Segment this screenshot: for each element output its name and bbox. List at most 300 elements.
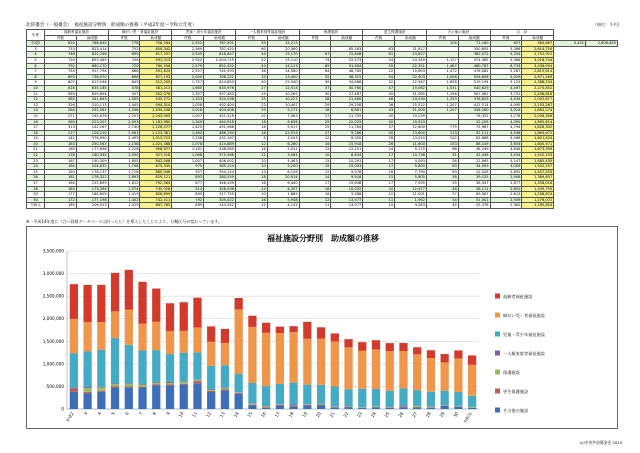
table-cell: 13,577	[331, 197, 363, 203]
bar-segment	[70, 392, 78, 409]
table-cell: 2,000	[172, 74, 204, 80]
bar-segment	[289, 326, 297, 332]
bar-segment	[303, 339, 311, 385]
table-cell: 807	[45, 80, 77, 86]
bar-segment	[125, 345, 133, 383]
bar-segment	[70, 353, 78, 388]
table-cell: 172	[45, 197, 77, 203]
bar-segment	[358, 408, 366, 409]
bar-segment	[111, 273, 119, 312]
table-cell: 164	[45, 181, 77, 187]
col-sub-header: 助成額	[458, 35, 490, 41]
table-cell: 1,601,424	[522, 136, 554, 142]
bar-segment	[207, 390, 215, 391]
bar-segment	[125, 310, 133, 345]
table-cell: 1,508	[426, 74, 458, 80]
table-cell: 1,542,253	[522, 153, 554, 159]
x-tick-label: 29	[438, 411, 446, 419]
col-sub-header: 助成額	[331, 35, 363, 41]
bar-segment	[83, 285, 91, 322]
table-cell: 11,600	[395, 141, 427, 147]
table-cell: 768,645	[76, 41, 108, 47]
legend-label: 一人親家庭等福祉施設	[503, 350, 545, 356]
bar-segment	[83, 393, 91, 409]
table-cell: 375,566	[204, 153, 236, 159]
table-cell: 406,002	[204, 158, 236, 164]
bar-segment	[331, 407, 339, 409]
table-cell: 68	[426, 147, 458, 153]
table-cell: 72,608	[331, 52, 363, 58]
bar-segment	[138, 387, 146, 388]
bar-segment	[97, 387, 105, 388]
table-cell: 10,447	[267, 102, 299, 108]
bar-segment	[427, 350, 435, 358]
col-group-header: 保護施設	[299, 30, 363, 36]
table-cell: 481,213	[140, 85, 172, 91]
table-cell: 51,065	[395, 91, 427, 97]
table-cell: 1,457,293	[522, 169, 554, 175]
table-cell: 29,258	[331, 102, 363, 108]
bar-segment	[111, 383, 119, 384]
bar-segment	[344, 339, 352, 347]
table-cell: 5,451	[554, 41, 586, 47]
table-cell: 693	[45, 74, 77, 80]
x-tick-label: 平成2	[64, 411, 75, 424]
table-cell: 328,936	[204, 186, 236, 192]
table-cell: 451,068	[204, 125, 236, 131]
table-cell: 38,947	[458, 181, 490, 187]
table-cell: 9,578	[331, 169, 363, 175]
bar-segment	[70, 284, 78, 319]
table-cell: 792	[45, 63, 77, 69]
table-cell: 48,785	[331, 69, 363, 75]
bar-segment	[454, 406, 462, 407]
x-tick-label: 6	[123, 411, 130, 416]
table-cell: 780,556	[140, 63, 172, 69]
table-cell: 346,439	[204, 181, 236, 187]
table-cell: 893	[172, 175, 204, 181]
table-cell: 384,667	[522, 41, 554, 47]
table-cell: 567,981	[458, 91, 490, 97]
bar-segment	[413, 390, 421, 406]
table-cell: 914	[172, 186, 204, 192]
table-cell: 21,460	[331, 97, 363, 103]
year-cell: 9	[27, 80, 45, 86]
table-cell: 2,614,754	[522, 46, 554, 52]
col-sub-header: 助成額	[76, 35, 108, 41]
table-cell: 113	[426, 130, 458, 136]
table-cell: 3,752	[490, 91, 522, 97]
table-cell: 69	[299, 63, 331, 69]
table-cell: 4,434	[490, 97, 522, 103]
table-cell: 752	[108, 46, 140, 52]
table-cell: 1,472	[426, 69, 458, 75]
table-cell: 578	[108, 85, 140, 91]
bar-segment	[193, 327, 201, 352]
table-cell: 40	[363, 113, 395, 119]
year-cell: 平成2	[27, 41, 45, 47]
table-cell: 1,689	[267, 192, 299, 198]
table-cell: 184,605	[76, 192, 108, 198]
table-cell: 1,126,577	[140, 125, 172, 131]
table-cell: 927,794	[76, 69, 108, 75]
table-cell: 48	[426, 186, 458, 192]
legend-label: 児童・青少年福祉施設	[503, 331, 545, 337]
table-cell: 36,249	[458, 147, 490, 153]
table-cell: 3,018,744	[522, 57, 554, 63]
table-cell: 1,357	[172, 91, 204, 97]
table-cell: 142,167	[76, 125, 108, 131]
table-cell: 2,569	[172, 46, 204, 52]
bar-segment	[180, 384, 188, 385]
table-cell: 12,913	[267, 85, 299, 91]
table-cell: 76,332	[458, 113, 490, 119]
table-cell: 177,696	[76, 147, 108, 153]
table-cell: 6,881	[331, 108, 363, 114]
table-cell: 153	[426, 141, 458, 147]
table-cell: 1,329	[108, 203, 140, 209]
table-cell: 7,095	[395, 181, 427, 187]
bar-segment	[70, 388, 78, 391]
table-cell: 63	[426, 164, 458, 170]
table-cell: 22	[363, 69, 395, 75]
table-cell: 2,226	[108, 147, 140, 153]
table-cell: 2,058,306	[522, 113, 554, 119]
bar-segment	[248, 327, 256, 383]
table-cell: 474,485	[458, 57, 490, 63]
table-cell: 25,378	[458, 203, 490, 209]
col-sub-header: 件数	[299, 35, 331, 41]
table-cell: 15,918	[331, 141, 363, 147]
bar-segment	[303, 405, 311, 406]
table-cell: 4,357	[267, 186, 299, 192]
table-cell: 43	[235, 63, 267, 69]
y-tick-label: 500,000	[46, 383, 64, 389]
bar-segment	[83, 387, 91, 388]
table-cell: 2,500	[172, 57, 204, 63]
table-cell: 2,388,534	[522, 80, 554, 86]
table-cell: 15,003	[331, 164, 363, 170]
table-cell: 22,351	[395, 63, 427, 69]
year-cell: 20	[27, 141, 45, 147]
table-cell: 183	[45, 186, 77, 192]
table-cell: 10,291	[331, 158, 363, 164]
table-cell: 20	[235, 113, 267, 119]
table-cell: 34,668	[331, 80, 363, 86]
bar-segment	[235, 394, 243, 409]
bar-segment	[262, 406, 270, 407]
bar-segment	[427, 392, 435, 407]
table-cell: 24	[363, 147, 395, 153]
table-cell: 492,404	[204, 102, 236, 108]
table-cell: 2,362	[490, 203, 522, 209]
table-cell: 42,438	[458, 153, 490, 159]
bar-segment	[344, 347, 352, 389]
year-cell: 24	[27, 164, 45, 170]
table-cell: 317,755	[204, 192, 236, 198]
table-cell: 614,850	[204, 80, 236, 86]
table-cell: 620	[45, 41, 77, 47]
table-cell: 178,137	[76, 169, 108, 175]
bar-segment	[166, 382, 174, 383]
table-cell: 895	[172, 192, 204, 198]
table-cell: 310,113	[76, 102, 108, 108]
table-cell: 1,389,657	[522, 175, 554, 181]
table-cell: 787,420	[204, 46, 236, 52]
table-cell: 1,467	[426, 63, 458, 69]
bar-segment	[152, 385, 160, 409]
table-cell: 54	[363, 74, 395, 80]
year-cell: 26	[27, 175, 45, 181]
year-cell: 4	[27, 52, 45, 58]
bar-segment	[372, 349, 380, 389]
bar-segment	[468, 407, 476, 408]
table-cell: 1,013,723	[140, 136, 172, 142]
table-cell: 51	[426, 153, 458, 159]
y-tick-label: 3,500,000	[42, 248, 64, 254]
table-cell: 16	[235, 197, 267, 203]
y-tick-label: 1,000,000	[42, 361, 64, 367]
x-tick-label: 22	[342, 411, 350, 419]
x-tick-label: 7	[137, 411, 144, 416]
year-cell: 16	[27, 119, 45, 125]
table-cell: 10	[363, 203, 395, 209]
table-cell: 305,022	[204, 197, 236, 203]
table-cell: 12,600	[395, 125, 427, 131]
table-cell: 382,072	[458, 52, 490, 58]
table-cell: 476,082	[458, 69, 490, 75]
bar-segment	[454, 350, 462, 358]
table-cell: 326	[45, 102, 77, 108]
year-cell: 12	[27, 97, 45, 103]
bar-segment	[427, 358, 435, 392]
table-cell: 1,123,381	[140, 130, 172, 136]
table-cell: 1,127	[426, 57, 458, 63]
table-cell: 650,342	[140, 46, 172, 52]
x-tick-label: 13	[218, 411, 226, 419]
table-cell: 164	[45, 164, 77, 170]
table-cell: 40,760	[331, 85, 363, 91]
table-cell: 2,852	[490, 186, 522, 192]
table-cell: 2,158	[108, 141, 140, 147]
col-group-header: 高齢者福祉施設	[45, 30, 109, 36]
table-cell: 63	[363, 46, 395, 52]
col-sub-header: 件数	[108, 35, 140, 41]
table-cell: 22,403	[395, 74, 427, 80]
bar-segment	[344, 389, 352, 406]
table-cell: 177,198	[76, 197, 108, 203]
table-cell: 354,124	[204, 169, 236, 175]
x-tick-label: 10	[177, 411, 185, 419]
table-cell: 23	[235, 102, 267, 108]
year-cell: 28	[27, 186, 45, 192]
table-cell: 15,693	[395, 69, 427, 75]
bar-segment	[207, 342, 215, 366]
table-cell: 875,335	[140, 164, 172, 170]
bar-segment	[303, 322, 311, 339]
bar-segment	[97, 391, 105, 392]
table-cell: 284	[45, 108, 77, 114]
table-cell: 1,207	[426, 102, 458, 108]
table-cell: 30	[299, 91, 331, 97]
bar-segment	[138, 350, 146, 383]
chart-title: 福祉施設分野別 助成額の推移	[267, 234, 379, 243]
bar-segment	[289, 383, 297, 405]
x-tick-label: 8	[151, 411, 158, 416]
table-cell: 17	[363, 181, 395, 187]
table-cell: 14,560	[267, 69, 299, 75]
table-cell: 40	[363, 91, 395, 97]
legend-swatch	[495, 332, 500, 337]
table-cell: 432,167	[204, 136, 236, 142]
table-cell: 2,002,877	[522, 97, 554, 103]
table-cell: 75,987	[458, 125, 490, 131]
bar-segment	[331, 341, 339, 386]
col-group-header: 更生保護施設	[363, 30, 427, 36]
table-cell: 18	[299, 108, 331, 114]
table-cell: 36	[363, 102, 395, 108]
bar-segment	[111, 388, 119, 409]
bar-segment	[97, 387, 105, 390]
table-cell: 1,718	[108, 169, 140, 175]
table-cell: 689	[172, 203, 204, 209]
table-cell: 440,918	[204, 119, 236, 125]
table-cell: 173,394	[76, 186, 108, 192]
bar-segment	[262, 386, 270, 406]
bar-segment	[166, 385, 174, 386]
table-cell: 2,613	[490, 192, 522, 198]
table-cell: 22,913	[267, 130, 299, 136]
table-cell: 5,017	[267, 125, 299, 131]
table-cell: 1,007	[172, 158, 204, 164]
table-cell: 998,977	[140, 147, 172, 153]
bar-segment	[276, 406, 284, 409]
table-cell: 19,638	[331, 181, 363, 187]
table-cell: 33	[235, 74, 267, 80]
table-cell: 22,567	[395, 80, 427, 86]
bar-segment	[386, 391, 394, 407]
table-cell: 176,322	[76, 175, 108, 181]
bar-segment	[248, 404, 256, 405]
table-cell: 975	[172, 164, 204, 170]
table-cell: 758,264	[140, 41, 172, 47]
table-cell: 20,060	[267, 46, 299, 52]
year-cell: 15	[27, 113, 45, 119]
y-tick-label: 0	[61, 406, 64, 412]
legend-swatch	[495, 351, 500, 356]
bar-segment	[386, 351, 394, 391]
bar-segment	[262, 407, 270, 408]
y-tick-label: 3,000,000	[42, 271, 64, 277]
table-cell: 15,110	[267, 57, 299, 63]
bar-segment	[413, 347, 421, 354]
table-cell: 666	[108, 69, 140, 75]
table-cell: 3,084	[267, 153, 299, 159]
bar-segment	[413, 407, 421, 409]
table-cell: 746	[45, 52, 77, 58]
bar-segment	[152, 350, 160, 382]
year-cell: 21	[27, 147, 45, 153]
table-cell: 1,203	[172, 97, 204, 103]
bar-segment	[399, 343, 407, 351]
table-cell: 47	[363, 85, 395, 91]
bar-segment	[468, 355, 476, 364]
table-cell: 792	[172, 197, 204, 203]
bar-segment	[221, 329, 229, 343]
bar-segment	[83, 388, 91, 392]
bar-segment	[399, 388, 407, 405]
bar-segment	[152, 383, 160, 385]
table-cell: 27,467	[331, 91, 363, 97]
table-cell: 25,522	[395, 102, 427, 108]
table-cell: 480,787	[458, 63, 490, 69]
table-cell: 816,847	[204, 52, 236, 58]
bar-segment	[372, 407, 380, 409]
bar-segment	[289, 406, 297, 407]
col-sub-header: 件数	[45, 35, 77, 41]
table-cell: 244,542	[204, 203, 236, 209]
bar-segment	[372, 389, 380, 406]
bar-segment	[166, 303, 174, 331]
table-cell: 2,561	[108, 130, 140, 136]
table-cell: 736,970	[76, 74, 108, 80]
table-cell: 27	[299, 130, 331, 136]
table-cell: 1,885,814	[522, 119, 554, 125]
table-cell: 1,018	[172, 108, 204, 114]
table-cell: 51,484	[331, 63, 363, 69]
x-tick-label: 16	[259, 411, 267, 419]
bar-segment	[97, 392, 105, 409]
table-cell: 15,023	[395, 119, 427, 125]
table-cell: 1,483	[172, 130, 204, 136]
table-cell: 52	[299, 74, 331, 80]
year-cell: 25	[27, 169, 45, 175]
table-cell: 597,483	[204, 91, 236, 97]
unit-label: （単位：千円）	[592, 22, 622, 27]
year-cell: 18	[27, 130, 45, 136]
year-cell: 22	[27, 153, 45, 159]
bar-segment	[207, 392, 215, 409]
table-cell: 150	[45, 169, 77, 175]
x-tick-label: 19	[301, 411, 309, 419]
table-cell: 13,010	[395, 136, 427, 142]
table-cell: 6,159	[267, 169, 299, 175]
table-cell: 880,170	[76, 63, 108, 69]
table-cell: 494,314	[140, 102, 172, 108]
bar-segment	[180, 302, 188, 331]
bar-segment	[111, 311, 119, 338]
table-cell: 591,624	[140, 69, 172, 75]
bar-segment	[97, 285, 105, 322]
table-cell: 19	[235, 91, 267, 97]
bar-segment	[97, 322, 105, 350]
bar-segment	[235, 393, 243, 394]
table-cell: 313	[45, 125, 77, 131]
table-cell: 223,207	[76, 119, 108, 125]
table-cell: 22,105	[458, 119, 490, 125]
table-cell: 16	[235, 147, 267, 153]
table-cell: 7,790	[395, 169, 427, 175]
table-cell: 245,676	[76, 113, 108, 119]
table-cell: 10	[235, 158, 267, 164]
bar-segment	[454, 392, 462, 406]
table-cell: 4,142	[267, 203, 299, 209]
bar-segment	[303, 405, 311, 409]
table-cell: 341,643	[76, 97, 108, 103]
bar-segment	[441, 354, 449, 362]
table-cell: 853,465	[76, 57, 108, 63]
table-cell: 3,434	[490, 153, 522, 159]
